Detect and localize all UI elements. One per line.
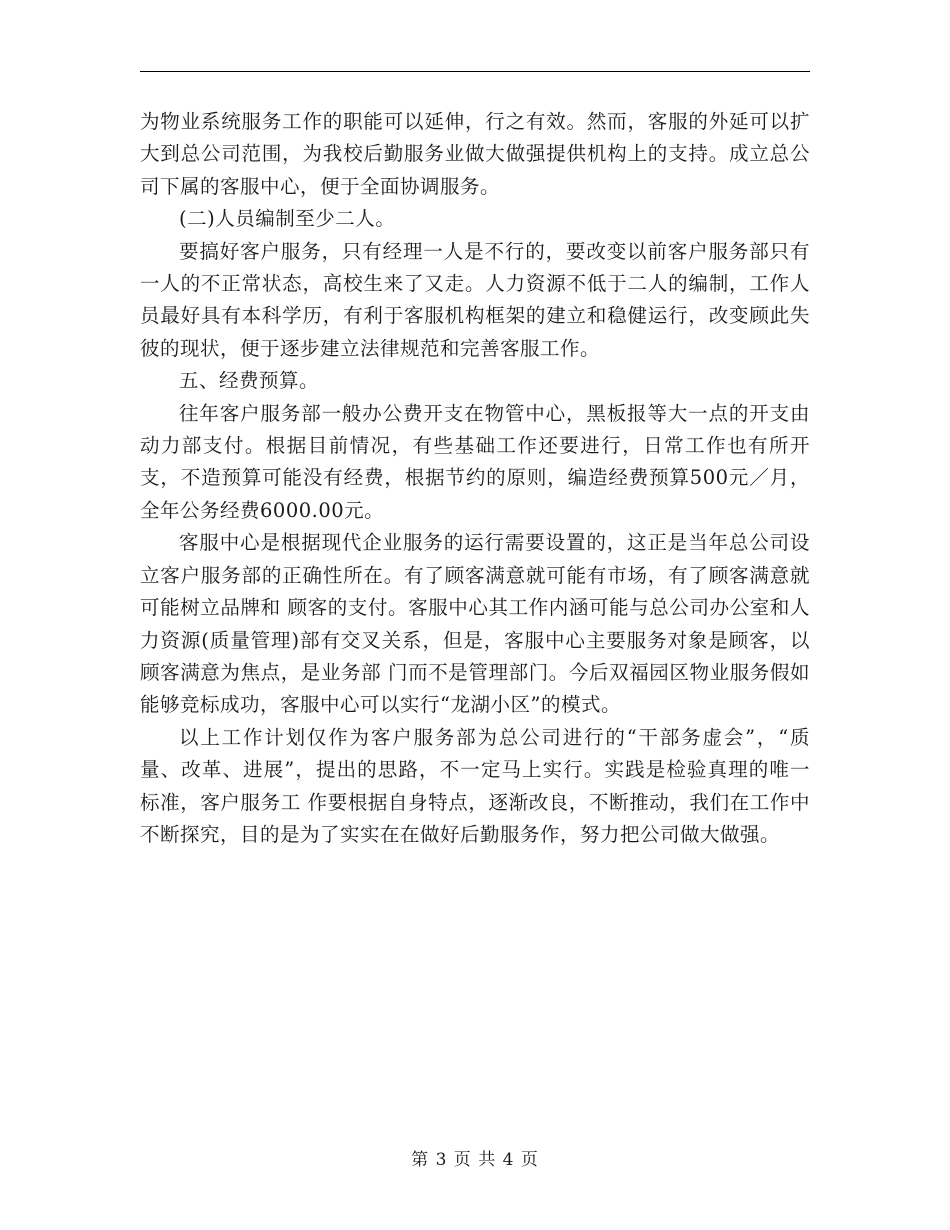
- page-number: 第 3 页 共 4 页: [411, 1150, 539, 1170]
- paragraph-2: (二)人员编制至少二人。: [179, 207, 396, 231]
- paragraph-6: 客服中心是根据现代企业服务的运行需要设置的，这正是当年总公司设立客户服务部的正确性所在。有了顾客满意就可能有市场，有了顾客满意就可能树立品牌和 顾客的支付。客服中心其工作内涵可能与总公司办公室和人力资源(质量管理)部有交叉关系，但是，客服中心主要服务对象是顾客，以顾客满意为焦点，是业务部 门而不是管理部门。今后双福园区物业服务假如能够竞标成功，客服中心可以实行“龙湖小区”的模式。: [140, 531, 810, 717]
- document-body: [140, 106, 810, 851]
- header-rule: [140, 71, 810, 72]
- paragraph-5: 往年客户服务部一般办公费开支在物管中心，黑板报等大一点的开支由动力部支付。根据目前情况，有些基础工作还要进行，日常工作也有所开支，不造预算可能没有经费，根据节约的原则，编造经费预算500元／月，全年公务经费6000.00元。: [140, 401, 810, 522]
- paragraph-1: 为物业系统服务工作的职能可以延伸，行之有效。然而，客服的外延可以扩大到总公司范围，为我校后勤服务业做大做强提供机构上的支持。成立总公司下属的客服中心，便于全面协调服务。: [140, 110, 810, 198]
- paragraph-3: 要搞好客户服务，只有经理一人是不行的，要改变以前客户服务部只有一人的不正常状态，高校生来了又走。人力资源不低于二人的编制，工作人员最好具有本科学历，有利于客服机构框架的建立和稳健运行，改变顾此失彼的现状，便于逐步建立法律规范和完善客服工作。: [140, 239, 810, 360]
- paragraph-7: 以上工作计划仅作为客户服务部为总公司进行的“干部务虚会”，“质量、改革、进展”，提出的思路，不一定马上实行。实践是检验真理的唯一标准，客户服务工 作要根据自身特点，逐渐改良，不断推动，我们在工作中不断探究，目的是为了实实在在做好后勤服务作，努力把公司做大做强。: [140, 725, 810, 846]
- paragraph-4: 五、经费预算。: [179, 369, 320, 393]
